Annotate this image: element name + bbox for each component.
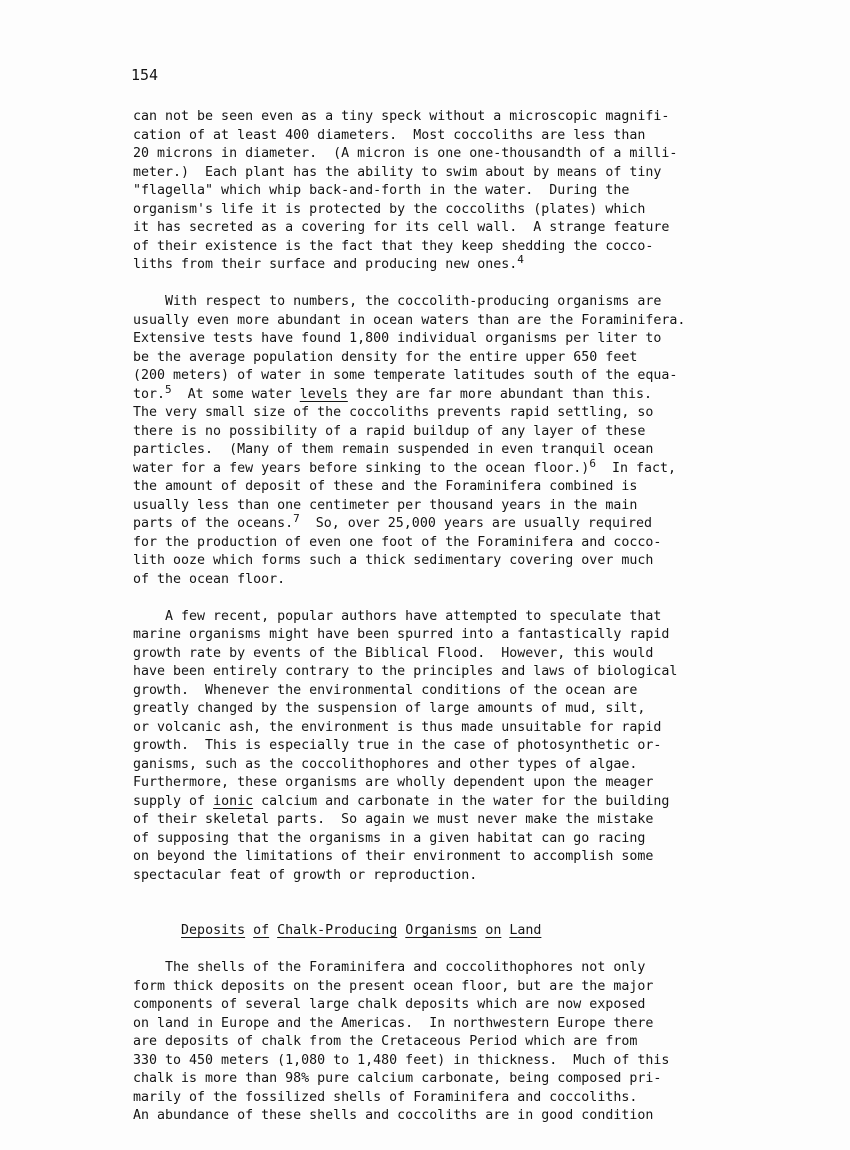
text-line: marily of the fossilized shells of Foraminifera and coccoliths.: [133, 1089, 638, 1105]
text-line: An abundance of these shells and coccoliths are in good condition: [133, 1108, 654, 1123]
text-line: liths from their surface and producing new ones.$^4$: [133, 253, 524, 272]
text-line: A few recent, popular authors have attempted to speculate that: [133, 608, 662, 624]
text-line: or volcanic ash, the environment is thus made unsuitable for rapid: [133, 719, 662, 735]
text-line: Furthermore, these organisms are wholly dependent upon the meager: [133, 775, 654, 790]
text-line: cation of at least 400 diameters. Most coccoliths are less than: [133, 127, 646, 143]
text-line: With respect to numbers, the coccolith-producing organisms are: [133, 294, 662, 309]
text-line: there is no possibility of a rapid buildup of any layer of these: [133, 423, 646, 439]
text-line: on beyond the limitations of their environment to accomplish some: [133, 849, 654, 864]
page-body: [133, 108, 723, 1126]
text-line: (200 meters) of water in some temperate latitudes south of the equa-: [133, 368, 678, 383]
text-line: it has secreted as a covering for its cell wall. A strange feature: [133, 220, 670, 235]
page-number: 154: [131, 66, 159, 84]
text-line: Extensive tests have found 1,800 individual organisms per liter to: [133, 331, 662, 346]
text-line: supply of ionic calcium and carbonate in the water for the building: [133, 793, 670, 809]
text-line: on land in Europe and the Americas. In northwestern Europe there: [133, 1015, 654, 1031]
text-line: form thick deposits on the present ocean floor, but are the major: [133, 978, 654, 994]
text-line: of their skeletal parts. So again we must never make the mistake: [133, 812, 654, 827]
final-paragraph: [133, 959, 723, 1126]
text-line: can not be seen even as a tiny speck without a microscopic magnifi-: [133, 109, 670, 124]
text-line: spectacular feat of growth or reproduction.: [133, 867, 478, 883]
paragraph-gap: [133, 275, 723, 294]
text-line: have been entirely contrary to the principles and laws of biological: [133, 664, 678, 679]
text-line: parts of the oceans.$^7$ So, over 25,000 years are usually required: [133, 512, 652, 531]
text-line: growth. Whenever the environmental conditions of the ocean are: [133, 682, 638, 698]
text-line: for the production of even one foot of the Foraminifera and cocco-: [133, 534, 662, 550]
text-line: chalk is more than 98% pure calcium carbonate, being composed pri-: [133, 1071, 662, 1086]
text-line: usually less than one centimeter per thousand years in the main: [133, 497, 638, 513]
body-paragraphs: [133, 108, 723, 885]
text-line: organism's life it is protected by the coccoliths (plates) which: [133, 201, 646, 217]
text-line: 330 to 450 meters (1,080 to 1,480 feet) in thickness. Much of this: [133, 1052, 670, 1068]
text-line: are deposits of chalk from the Cretaceous Period which are from: [133, 1034, 638, 1049]
text-line: marine organisms might have been spurred into a fantastically rapid: [133, 627, 670, 642]
text-line: ganisms, such as the coccolithophores and other types of algae.: [133, 756, 638, 772]
text-line: meter.) Each plant has the ability to swim about by means of tiny: [133, 164, 662, 180]
paragraph: [133, 108, 723, 275]
text-line: growth. This is especially true in the case of photosynthetic or-: [133, 738, 662, 753]
text-line: greatly changed by the suspension of large amounts of mud, silt,: [133, 701, 646, 716]
text-line: water for a few years before sinking to the ocean floor.)$^6$ In fact,: [133, 456, 676, 476]
text-line: growth rate by events of the Biblical Flood. However, this would: [133, 645, 654, 661]
paragraph-gap: [133, 885, 723, 904]
text-line: be the average population density for the entire upper 650 feet: [133, 349, 638, 365]
paragraph: [133, 293, 723, 589]
text-line: tor.$^5$ At some water levels they are far more abundant than this.: [133, 382, 653, 402]
text-line: 20 microns in diameter. (A micron is one one-thousandth of a milli-: [133, 146, 678, 161]
section-heading-text: Deposits of Chalk-Producing Organisms on Land: [181, 923, 542, 938]
text-line: The very small size of the coccoliths prevents rapid settling, so: [133, 405, 654, 420]
paragraph-gap: [133, 589, 723, 608]
section-heading: [133, 904, 723, 960]
text-line: usually even more abundant in ocean waters than are the Foraminifera.: [133, 312, 686, 328]
text-line: "flagella" which whip back-and-forth in the water. During the: [133, 183, 630, 198]
text-line: lith ooze which forms such a thick sedimentary covering over much: [133, 553, 654, 568]
text-line: of the ocean floor.: [133, 571, 286, 587]
paragraph: [133, 608, 723, 886]
text-line: of supposing that the organisms in a given habitat can go racing: [133, 830, 646, 846]
text-line: the amount of deposit of these and the Foraminifera combined is: [133, 479, 638, 494]
text-line: of their existence is the fact that they keep shedding the cocco-: [133, 238, 654, 254]
text-line: particles. (Many of them remain suspended in even tranquil ocean: [133, 442, 654, 457]
text-line: The shells of the Foraminifera and coccolithophores not only: [133, 960, 646, 975]
text-line: components of several large chalk deposits which are now exposed: [133, 997, 646, 1012]
